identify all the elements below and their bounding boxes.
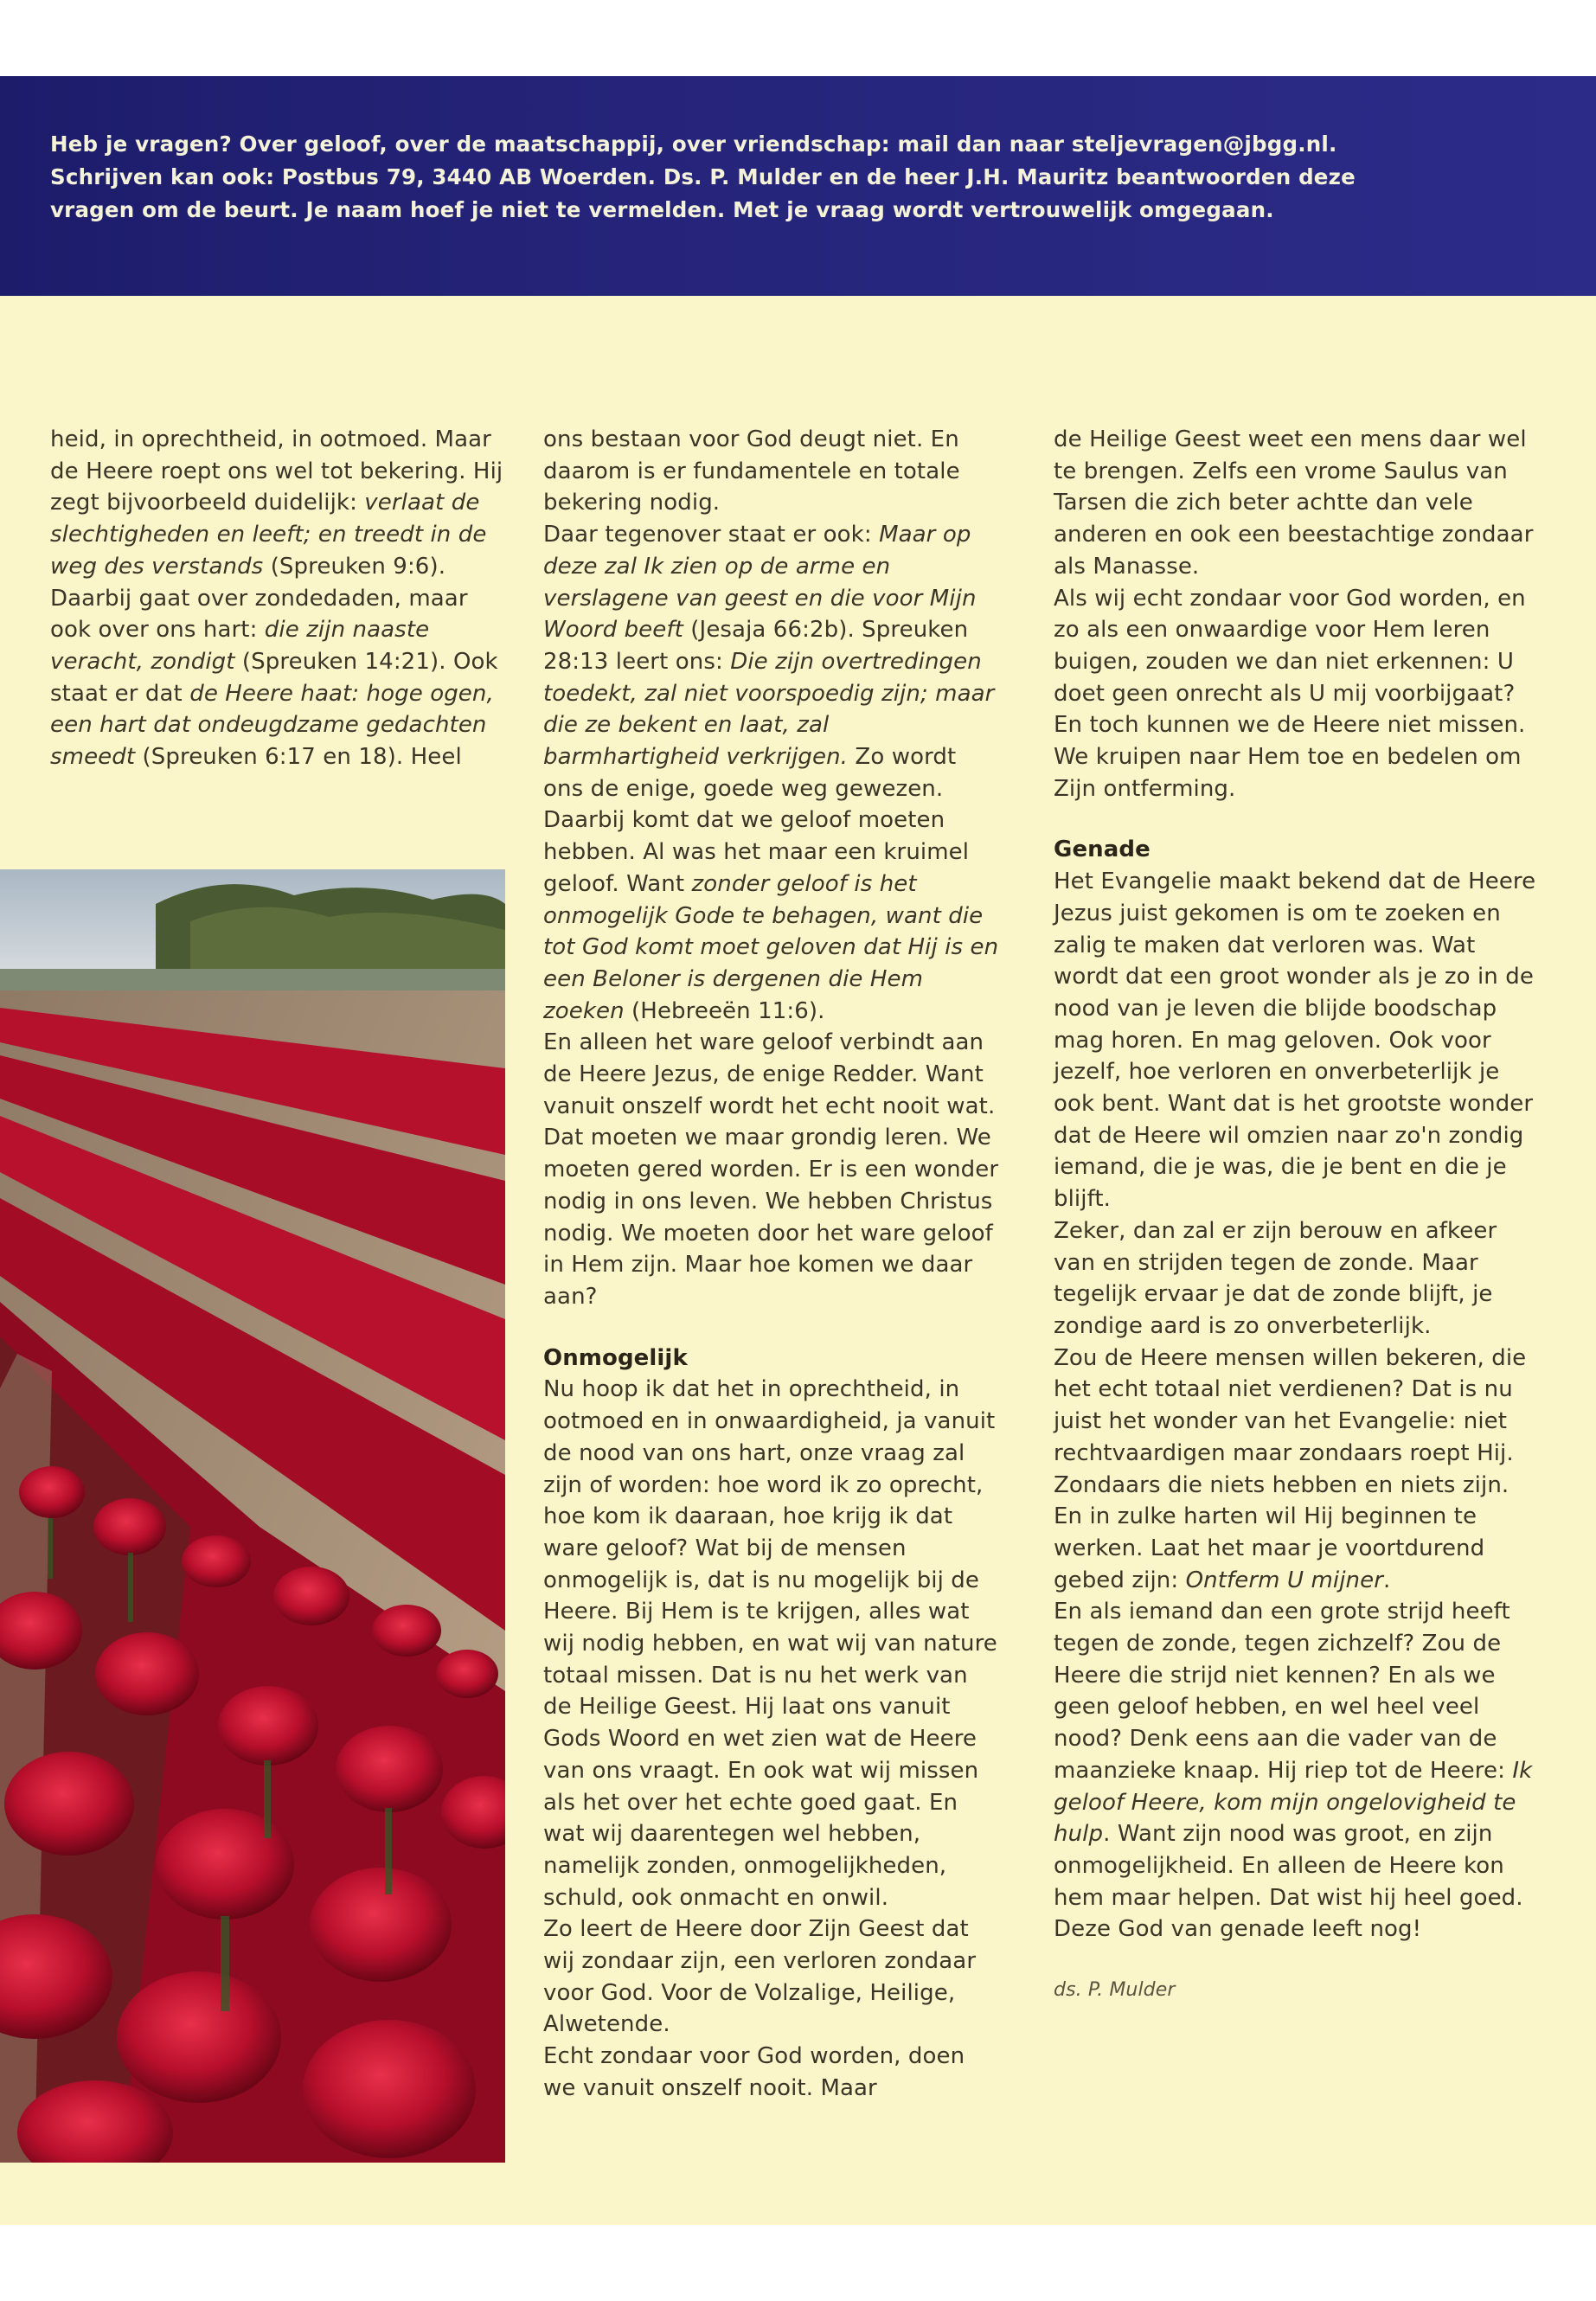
col3-p5 xyxy=(1054,1343,1538,1597)
text-run: Daarbij komt dat we geloof moeten hebben. Al was het maar een kruimel geloof. Want xyxy=(543,807,970,897)
col2-p5: Nu hoop ik dat het in oprechtheid, in ootmoed en in onwaardigheid, ja vanuit de nood van ons hart, onze vraag zal zijn of worden: hoe word ik zo oprecht, hoe kom ik daaraan, hoe krijg ik dat ware geloof? Wat bij de mensen onmogelijk is, dat is nu mogelijk bij de Heere. Bij Hem is te krijgen, alles wat wij nodig hebben, en wat wij van nature totaal missen. Dat is nu het werk van de Heilige Geest. Hij laat ons vanuit Gods Woord en wet zien wat de Heere van ons vraagt. En ook wat wij missen als het over het echte goed gaat. En wat wij daarentegen wel hebben, namelijk zonden, onmogelijkheden, schuld, ook onmacht en onwil. xyxy=(543,1376,997,1911)
col2-p4: En alleen het ware geloof verbindt aan de Heere Jezus, de enige Redder. Want vanuit onszelf wordt het echt nooit wat. Dat moeten we maar grondig leren. We moeten gered worden. Er is een wonder nodig in ons leven. We hebben Christus nodig. We moeten door het ware geloof in Hem zijn. Maar hoe komen we daar aan? xyxy=(543,1029,999,1310)
bottom-margin xyxy=(0,2225,1596,2301)
col1-paragraph xyxy=(50,424,509,773)
bible-quote: Ik geloof Heere, kom mijn ongelovigheid te hulp xyxy=(1054,1757,1533,1848)
tulip-field-photo xyxy=(0,869,505,2163)
col2-p3 xyxy=(543,804,1002,1027)
text-run: (Spreuken 14:21). Ook staat er dat xyxy=(50,648,498,707)
bible-quote: Die zijn overtredingen toedekt, zal niet voorspoedig zijn; maar die ze bekent en laat, zal barmhartigheid verkrijgen. xyxy=(543,648,995,771)
text-run: (Spreuken 9:6). Daarbij gaat over zondedaden, maar ook over ons hart: xyxy=(50,553,468,644)
column-2 xyxy=(543,424,1002,2105)
col3-p1: de Heilige Geest weet een mens daar wel te brengen. Zelfs een vrome Saulus van Tarsen die zich beter achtte dan vele anderen en ook een beestachtige zondaar als Manasse. xyxy=(1054,426,1534,580)
info-banner xyxy=(0,76,1596,296)
author-signature: ds. P. Mulder xyxy=(1054,1979,1176,2002)
text-run: (Hebreeën 11:6). xyxy=(624,997,825,1024)
text-run: heid, in oprechtheid, in ootmoed. Maar de Heere roept ons wel tot bekering. Hij zegt bijvoorbeeld duidelijk: xyxy=(50,426,503,516)
text-run: (Jesaja 66:2b). Spreuken 28:13 leert ons: xyxy=(543,617,969,675)
col2-p1: ons bestaan voor God deugt niet. En daarom is er fundamentele en totale bekering nodig. xyxy=(543,426,960,516)
col2-p7: Echt zondaar voor God worden, doen we vanuit onszelf nooit. Maar xyxy=(543,2043,965,2101)
bible-quote: de Heere haat: hoge ogen, een hart dat ondeugdzame gedachten smeedt xyxy=(50,680,494,771)
section-heading-genade: Genade xyxy=(1054,836,1151,863)
bible-quote: die zijn naaste veracht, zondigt xyxy=(50,617,430,675)
text-run: . Want zijn nood was groot, en zijn onmogelijkheid. En alleen de Heere kon hem maar helpen. Dat wist hij heel goed. Deze God van genade leeft nog! xyxy=(1054,1821,1523,1943)
text-run: En als iemand dan een grote strijd heeft tegen de zonde, tegen zichzelf? Zou de Heere die strijd niet kennen? En als we geen geloof hebben, en wel heel veel nood? Denk eens aan die vader van de maanzieke knaap. Hij riep tot de Heere: xyxy=(1054,1599,1513,1784)
text-run: . xyxy=(1382,1567,1391,1593)
text-run: Zo wordt ons de enige, goede weg gewezen. xyxy=(543,744,957,802)
col2-p6: Zo leert de Heere door Zijn Geest dat wij zondaar zijn, een verloren zondaar voor God. Voor de Volzalige, Heilige, Alwetende. xyxy=(543,1916,977,2038)
bible-quote: verlaat de slechtigheden en leeft; en treedt in de weg des verstands xyxy=(50,490,487,580)
top-margin xyxy=(0,0,1596,76)
col2-p2 xyxy=(543,519,1002,804)
column-3 xyxy=(1054,424,1538,2007)
text-run: Zou de Heere mensen willen bekeren, die het echt totaal niet verdienen? Dat is nu juist het wonder van het Evangelie: niet rechtvaardigen maar zondaars roept Hij. Zondaars die niets hebben en niets zijn. En in zulke harten wil Hij beginnen te werken. Laat het maar je voortdurend gebed zijn: xyxy=(1054,1344,1527,1593)
section-heading-onmogelijk: Onmogelijk xyxy=(543,1344,688,1371)
bible-quote: Maar op deze zal Ik zien op de arme en verslagene van geest en die voor Mijn Woord beeft xyxy=(543,522,977,644)
text-run: Daar tegenover staat er ook: xyxy=(543,522,880,548)
col3-p4: Zeker, dan zal er zijn berouw en afkeer van en strijden tegen de zonde. Maar tegelijk ervaar je dat de zonde blijft, je zondige aard is zo onverbeterlijk. xyxy=(1054,1217,1497,1339)
bible-quote: Ontferm U mijner xyxy=(1185,1567,1383,1593)
text-run: (Spreuken 6:17 en 18). Heel xyxy=(135,744,462,771)
column-1 xyxy=(50,424,509,773)
col3-p6 xyxy=(1054,1596,1538,1945)
bible-quote: zonder geloof is het onmogelijk Gode te behagen, want die tot God komt moet geloven dat Hij is en een Beloner is dergenen die Hem zoeken xyxy=(543,870,999,1024)
col3-p3: Het Evangelie maakt bekend dat de Heere Jezus juist gekomen is om te zoeken en zalig te maken dat verloren was. Wat wordt dat een groot wonder als je zo in de nood van je leven die blijde boodschap mag horen. En mag geloven. Ook voor jezelf, hoe verloren en onverbeterlijk je ook bent. Want dat is het grootste wonder dat de Heere wil omzien naar zo'n zondig iemand, die je was, die je bent en die je blijft. xyxy=(1054,868,1536,1213)
col3-p2: Als wij echt zondaar voor God worden, en zo als een onwaardige voor Hem leren buigen, zouden we dan niet erkennen: U doet geen onrecht als U mij voorbijgaat? En toch kunnen we de Heere niet missen. We kruipen naar Hem toe en bedelen om Zijn ontferming. xyxy=(1054,585,1526,802)
banner-text: Heb je vragen? Over geloof, over de maatschappij, over vriendschap: mail dan naar steljevragen@jbgg.nl. Schrijven kan ook: Postbus 79, 3440 AB Woerden. Ds. P. Mulder en de heer J.H. Mauritz beantwoorden deze vragen om de beurt. Je naam hoef je niet te vermelden. Met je vraag wordt vertrouwelijk omgegaan. xyxy=(50,131,1356,222)
